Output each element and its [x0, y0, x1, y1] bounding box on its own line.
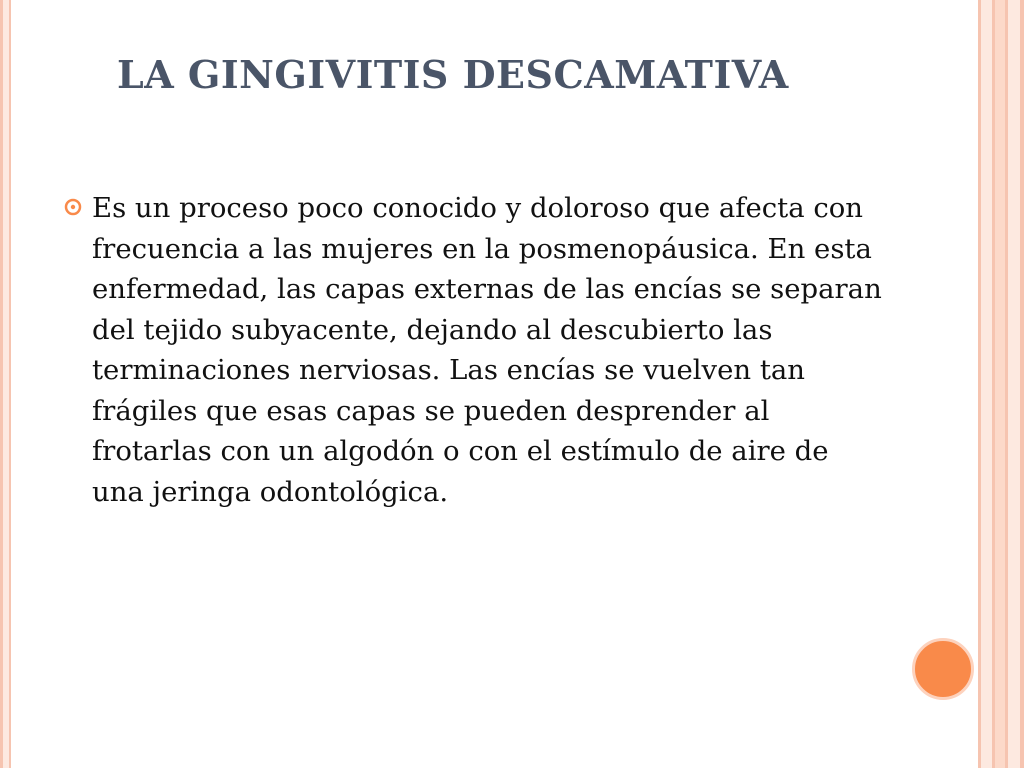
slide-content [64, 188, 884, 512]
stripe [1020, 0, 1024, 768]
stripe [995, 0, 1005, 768]
left-border-decoration [0, 0, 11, 768]
bullet-text: Es un proceso poco conocido y doloroso que afecta con frecuencia a las mujeres en la posmenopáusica. En esta enfermedad, las capas externas de las encías se separan del tejido subyacente, dejando al descubierto las terminaciones nerviosas. Las encías se vuelven tan frágiles que esas capas se pueden desprender al frotarlas con un algodón o con el estímulo de aire de una jeringa odontológica. [92, 192, 882, 508]
bullet-item [64, 188, 884, 512]
stripe [1008, 0, 1020, 768]
slide-title: LA GINGIVITIS DESCAMATIVA [117, 52, 789, 97]
orange-circle-decoration [912, 638, 974, 700]
right-stripes-decoration [978, 0, 1024, 768]
circle-bullet-icon [64, 198, 82, 216]
stripe [981, 0, 992, 768]
